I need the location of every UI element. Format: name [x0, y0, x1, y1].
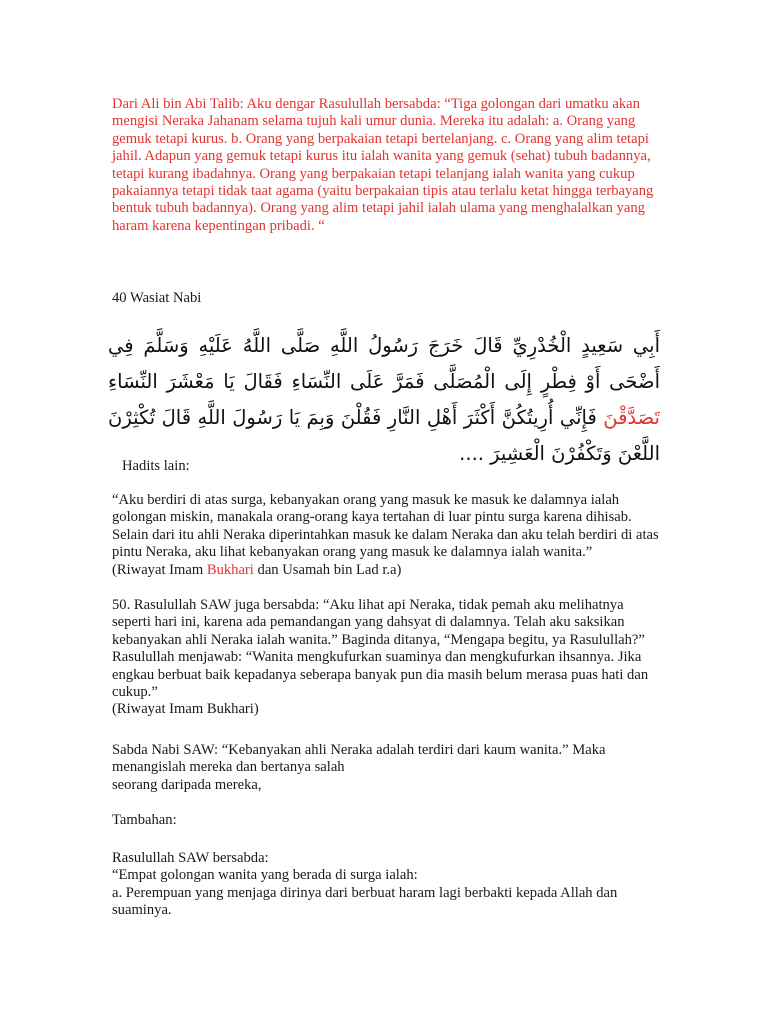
arabic-text-end: فَإِنِّي أُرِيتُكُنَّ أَكْثَرَ أَهْلِ النَّارِ فَقُلْنَ وَبِمَ يَا رَسُولَ اللَّهِ قَالَ تُكْثِرْنَ اللَّعْنَ وَتَكْفُرْنَ الْعَشِيرَ .... — [108, 406, 660, 465]
tambahan-label: Tambahan: — [112, 812, 177, 828]
hadits-2-text: 50. Rasulullah SAW juga bersabda: “Aku lihat api Neraka, tidak pemah aku melihatnya seperti hari ini, karena ada pemandangan yang dahsyat di dalamnya. Telah aku saksikan kebanyakan ahli Neraka ialah wanita.” Baginda ditanya, “Mengapa begitu, ya Rasulullah?” Rasulullah menjawab: “Wanita mengkufurkan suaminya dan mengkufurkan ihsannya. Jika engkau berbuat baik kepadanya seberapa banyak pun dia masih belum merasa puas hati dan cukup.” — [112, 597, 649, 701]
section-title: 40 Wasiat Nabi — [112, 290, 202, 306]
closing-line-1: Rasulullah SAW bersabda: — [112, 850, 269, 866]
sabda-line-2: seorang daripada mereka, — [112, 776, 262, 793]
closing-line-3: a. Perempuan yang menjaga dirinya dari berbuat haram lagi berbakti kepada Allah dan suaminya. — [112, 884, 618, 919]
hadits-1-text: “Aku berdiri di atas surga, kebanyakan orang yang masuk ke masuk ke dalamnya ialah golongan miskin, manakala orang-orang kaya tertahan di luar pintu surga karena dihisab. Selain dari itu ahli Neraka diperintahkan masuk ke dalam Neraka dan aku telah berdiri di atas pintu Neraka, aku lihat kebanyakan orang yang masuk ke dalamnya ialah wanita.” — [112, 492, 659, 561]
sabda-line-1: Sabda Nabi SAW: “Kebanyakan ahli Neraka adalah terdiri dari kaum wanita.” Maka menangislah mereka dan bertanya salah — [112, 742, 606, 776]
sabda-paragraph — [112, 742, 660, 794]
hadits-1-source-start: (Riwayat Imam — [112, 561, 207, 578]
arabic-hadith — [108, 328, 660, 472]
bukhari-link[interactable]: Bukhari — [206, 561, 254, 578]
closing-line-2: “Empat golongan wanita yang berada di surga ialah: — [112, 867, 418, 884]
hadits-lain-label: Hadits lain: — [122, 458, 190, 474]
intro-paragraph: Dari Ali bin Abi Talib: Aku dengar Rasulullah bersabda: “Tiga golongan dari umatku akan mengisi Neraka Jahanam selama tujuh kali umur dunia. Mereka itu adalah: a. Orang yang gemuk tetapi kurus. b. Orang yang berpakaian tetapi bertelanjang. c. Orang yang alim tetapi jahil. Adapun yang gemuk tetapi kurus itu ialah wanita yang gemuk (sehat) tubuh badannya, tetapi kurang ibadahnya. Orang yang berpakaian tetapi telanjang ialah wanita yang cukup pakaiannya tetapi tidak taat agama (yaitu berpakaian tipis atau terlalu ketat hingga terbayang bentuk tubuh badannya). Orang yang alim tetapi jahil ialah ulama yang menghalalkan yang haram karena kepentingan pribadi. “ — [112, 96, 654, 234]
arabic-highlight: تَصَدَّقْنَ — [603, 406, 660, 429]
hadits-1 — [112, 492, 660, 579]
arabic-text-start: أَبِي سَعِيدٍ الْخُدْرِيِّ قَالَ خَرَجَ رَسُولُ اللَّهِ صَلَّى اللَّهُ عَلَيْهِ وَسَلَّمَ فِي أَضْحَى أَوْ فِطْرٍ إِلَى الْمُصَلَّى فَمَرَّ عَلَى النِّسَاءِ فَقَالَ يَا مَعْشَرَ النِّسَاءِ — [108, 334, 660, 393]
hadits-2 — [112, 597, 660, 719]
hadits-2-source: (Riwayat Imam Bukhari) — [112, 701, 259, 718]
hadits-1-source-end: dan Usamah bin Lad r.a) — [253, 561, 402, 578]
hadits-1-source — [112, 562, 660, 579]
closing-paragraph — [112, 850, 660, 920]
